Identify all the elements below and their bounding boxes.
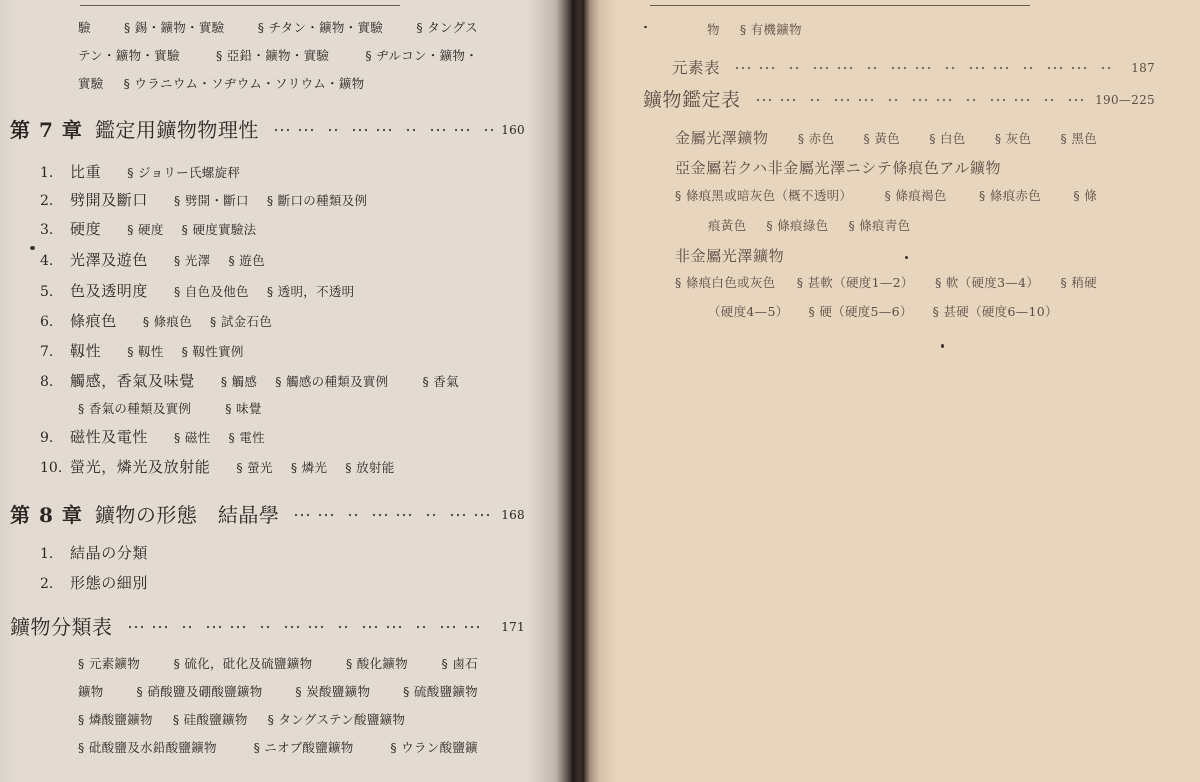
subtopic-line <box>78 710 405 730</box>
item-title: 條痕色 <box>70 312 117 330</box>
subtopic: § 觸感 <box>220 374 258 389</box>
subtopic: § 酸化鑛物 <box>345 656 408 671</box>
toc-item <box>40 371 459 391</box>
subtopic: § 條痕靑色 <box>848 218 911 233</box>
subtopic: § 燐酸鹽鑛物 <box>78 712 153 727</box>
subtopic: § 香氣 <box>422 374 459 389</box>
subtopic: § 磁性 <box>174 430 211 445</box>
subtopic: § 砒酸鹽及水鉛酸鹽鑛物 <box>78 740 217 755</box>
item-title: 形態の細別 <box>70 574 149 592</box>
book-gutter <box>572 0 584 782</box>
subtopic: § 試金石色 <box>210 314 273 329</box>
subtopic: § 甚軟（硬度1—2） <box>796 275 914 290</box>
subtopic: § 條痕綠色 <box>766 218 829 233</box>
toc-item <box>40 250 265 270</box>
subtopic: § 甚硬（硬度6—10） <box>932 304 1058 319</box>
subtopic: § タングステン酸鹽鑛物 <box>267 712 406 727</box>
subtopic: § タングス <box>416 20 478 35</box>
toc-item <box>675 158 1001 178</box>
item-title: 光澤及遊色 <box>70 251 149 269</box>
leader-dots <box>734 66 1123 70</box>
subtopic: § 白色 <box>929 131 966 146</box>
subtopic: § 硝酸鹽及硼酸鹽鑛物 <box>136 684 263 699</box>
subtopic: § 條痕色 <box>142 314 193 329</box>
toc-item <box>40 427 265 447</box>
item-number: 7. <box>40 344 54 360</box>
subtopic: § 香氣の種類及實例 <box>78 401 192 416</box>
subtopic: § 黃色 <box>863 131 900 146</box>
toc-item <box>40 573 174 593</box>
subtopic: § 觸感の種類及實例 <box>275 374 389 389</box>
page-number: 160 <box>501 123 525 137</box>
toc-item <box>675 128 1097 148</box>
item-number: 2. <box>40 576 54 592</box>
subtopic-line <box>78 654 478 674</box>
subtopic: § 軟（硬度3—4） <box>935 275 1040 290</box>
leader-dots <box>127 625 494 629</box>
ink-speck <box>644 26 647 28</box>
item-number: 2. <box>40 193 54 209</box>
subtopic-line <box>675 186 1097 206</box>
subtopic: § 燐光 <box>290 460 328 475</box>
item-title: 螢光，燐光及放射能 <box>70 458 211 476</box>
right-page <box>584 0 1200 782</box>
item-title: 非金屬光澤鑛物 <box>675 247 785 265</box>
item-title: 金屬光澤鑛物 <box>675 129 769 147</box>
item-number: 8. <box>40 374 54 390</box>
subtopic: § 條痕赤色 <box>978 188 1042 203</box>
chapter-label: 第 7 章 <box>10 118 83 142</box>
subtopic: （硬度4—5） <box>708 304 789 319</box>
continuation-line <box>78 46 478 66</box>
subtopic: テン・鑛物・實驗 <box>78 48 180 63</box>
toc-item <box>40 341 244 361</box>
item-number: 4. <box>40 253 54 269</box>
subtopic: § 電性 <box>228 430 265 445</box>
item-number: 9. <box>40 430 54 446</box>
subtopic: § ジョリー氏螺旋秤 <box>127 165 241 180</box>
subtopic: § 條痕黑或暗灰色（概不透明） <box>675 188 853 203</box>
subtopic: § ヂルコン・鑛物・ <box>365 48 478 63</box>
subtopic: § 味覺 <box>225 401 262 416</box>
chapter-heading <box>10 116 525 144</box>
subtopic: 實驗 <box>78 76 104 91</box>
subtopic: § 自色及他色 <box>174 284 249 299</box>
toc-item <box>40 281 354 301</box>
subtopic: § 灰色 <box>994 131 1032 146</box>
item-number: 1. <box>40 546 54 562</box>
subtopic: 鑛物 <box>78 684 104 699</box>
subtopic: § 硬度實驗法 <box>181 222 257 237</box>
item-title: 結晶の分類 <box>70 544 149 562</box>
toc-item <box>40 543 174 563</box>
subtopic: § 硫酸鹽鑛物 <box>403 684 478 699</box>
item-number: 3. <box>40 222 54 238</box>
item-title: 比重 <box>70 163 102 181</box>
subtopic: § 元素鑛物 <box>78 656 141 671</box>
item-title: 硬度 <box>70 220 102 238</box>
section-title: 鑛物鑑定表 <box>643 89 741 111</box>
toc-item <box>40 162 240 182</box>
item-title: 劈開及斷口 <box>70 191 149 209</box>
page-number: 168 <box>501 508 525 522</box>
subtopic: § 硅酸鹽鑛物 <box>172 712 248 727</box>
leader-dots <box>273 128 493 132</box>
item-title: 亞金屬若クハ非金屬光澤ニシテ條痕色アル鑛物 <box>675 159 1002 177</box>
subtopic: § チタン・鑛物・實驗 <box>257 20 384 35</box>
top-rule <box>80 5 400 6</box>
subtopic-line <box>78 738 478 758</box>
leader-dots <box>293 513 493 517</box>
subtopic: § 螢光 <box>236 460 273 475</box>
subtopic-line <box>708 216 910 236</box>
subtopic: § 硫化，砒化及硫鹽鑛物 <box>173 656 313 671</box>
subtopic: § 劈開・斷口 <box>174 193 249 208</box>
page-number: 171 <box>501 620 525 634</box>
subtopic: § 條 <box>1073 188 1097 203</box>
continuation-line <box>78 18 478 38</box>
toc-item <box>40 311 272 331</box>
subtopic-line <box>708 302 1058 322</box>
toc-item <box>40 190 367 210</box>
section-heading <box>10 613 525 641</box>
subtopic: 物 <box>707 22 720 37</box>
item-number: 5. <box>40 284 54 300</box>
chapter-heading <box>10 501 525 529</box>
subtopic: § 靱性 <box>127 344 164 359</box>
ink-speck <box>30 246 35 250</box>
item-number: 1. <box>40 165 54 181</box>
subtopic: § 有機鑛物 <box>739 22 802 37</box>
subtopic: 驗 <box>78 20 91 35</box>
top-rule <box>650 5 1030 6</box>
section-heading <box>672 56 1155 80</box>
subtopic: § 黑色 <box>1060 131 1097 146</box>
subtopic: 痕黃色 <box>708 218 747 233</box>
subtopic: § 光澤 <box>174 253 211 268</box>
section-heading <box>643 86 1155 114</box>
subtopic: § 赤色 <box>797 131 835 146</box>
subtopic: § 條痕褐色 <box>884 188 947 203</box>
subtopic: § 錫・鑛物・實驗 <box>124 20 225 35</box>
continuation-line <box>78 399 262 419</box>
ink-speck <box>941 344 944 348</box>
continuation-line <box>78 74 364 94</box>
continuation-line <box>707 20 802 40</box>
subtopic: § 炭酸鹽鑛物 <box>295 684 371 699</box>
toc-item <box>40 219 256 239</box>
subtopic: § 稍硬 <box>1060 275 1097 290</box>
subtopic: § 硬度 <box>127 222 164 237</box>
item-title: 色及透明度 <box>70 282 149 300</box>
section-title: 元素表 <box>672 59 721 77</box>
subtopic: § 遊色 <box>228 253 265 268</box>
subtopic: § 硬（硬度5—6） <box>808 304 913 319</box>
left-page <box>0 0 572 782</box>
item-title: 磁性及電性 <box>70 428 149 446</box>
section-title: 鑛物分類表 <box>10 615 113 639</box>
subtopic: § 條痕白色或灰色 <box>675 275 776 290</box>
subtopic: § 鹵石 <box>441 656 478 671</box>
chapter-title: 鑑定用鑛物物理性 <box>94 118 259 142</box>
subtopic: § 斷口の種類及例 <box>266 193 368 208</box>
leader-dots <box>755 98 1088 102</box>
chapter-title: 鑛物の形態 結晶學 <box>94 503 280 527</box>
subtopic: § 透明，不透明 <box>266 284 355 299</box>
page-number: 190—225 <box>1095 93 1155 107</box>
ink-speck <box>905 256 908 259</box>
subtopic: § ウラン酸鹽鑛 <box>390 740 478 755</box>
item-title: 觸感，香氣及味覺 <box>70 372 195 390</box>
subtopic-line <box>675 273 1097 293</box>
subtopic: § 亞鉛・鑛物・實驗 <box>215 48 330 63</box>
item-number: 6. <box>40 314 54 330</box>
subtopic: § 放射能 <box>345 460 395 475</box>
subtopic: § 靱性實例 <box>181 344 244 359</box>
page-number: 187 <box>1131 61 1155 75</box>
chapter-label: 第 8 章 <box>10 503 83 527</box>
toc-item <box>675 246 784 266</box>
subtopic: § ニオブ酸鹽鑛物 <box>253 740 354 755</box>
item-number: 10. <box>40 460 63 476</box>
toc-item <box>40 457 395 477</box>
subtopic: § ウラニウム・ソヂウム・ソリウム・鑛物 <box>123 76 365 91</box>
item-title: 靱性 <box>70 342 102 360</box>
subtopic-line <box>78 682 478 702</box>
